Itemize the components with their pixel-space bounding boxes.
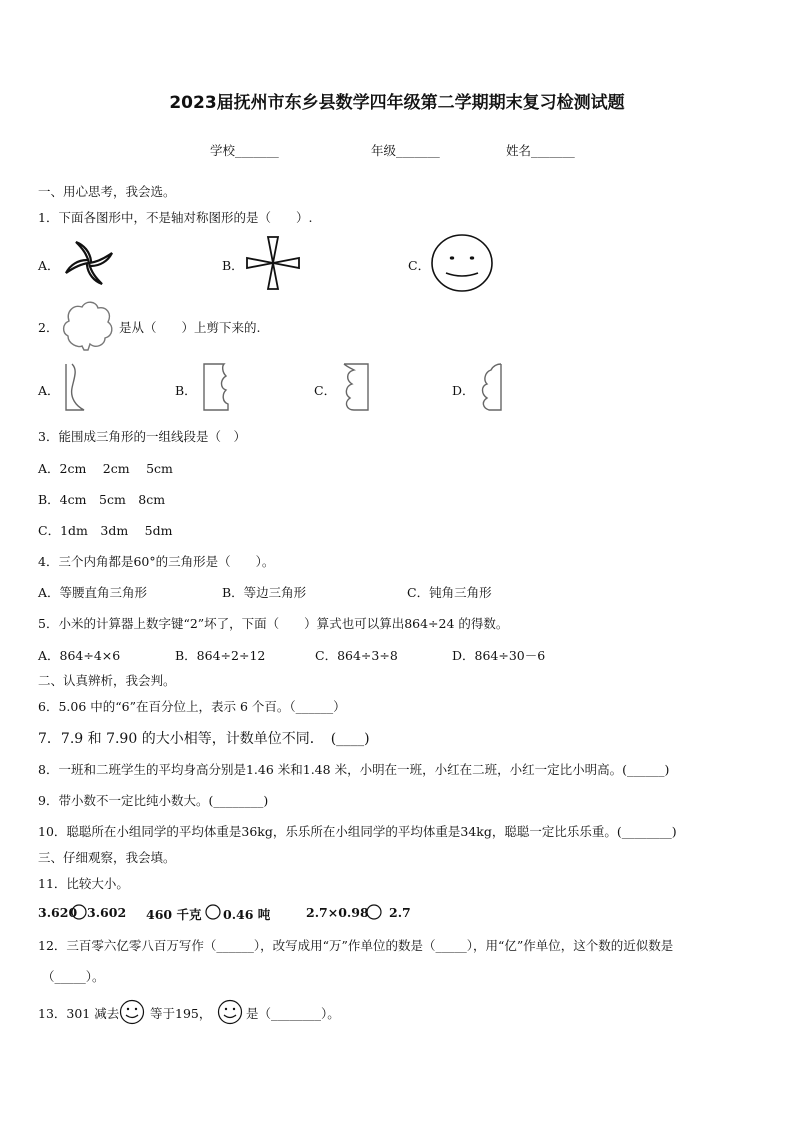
- paper-fold-b-figure: [202, 362, 232, 414]
- q11-pair-3-left: 2.7×0.98: [306, 905, 369, 920]
- pinwheel-figure: [60, 236, 118, 290]
- section-2-heading: 二、认真辨析，我会判。: [38, 673, 176, 688]
- q2-option-d-label: D．: [452, 383, 475, 398]
- q4-option-a: A．等腰直角三角形: [38, 585, 148, 600]
- question-10: 10．聪聪所在小组同学的平均体重是36kg，乐乐所在小组同学的平均体重是34kg，聪聪一定比乐乐重。(________): [38, 824, 677, 839]
- smiley-placeholder-2: [216, 999, 244, 1025]
- q2-option-b-label: B．: [175, 383, 197, 398]
- question-3: 3．能围成三角形的一组线段是（ ）: [38, 429, 246, 444]
- q5-option-c: C．864÷3÷8: [315, 648, 398, 663]
- question-7: 7．7.9 和 7.90 的大小相等，计数单位不同． (____): [38, 731, 370, 747]
- q2-option-c-label: C．: [314, 383, 337, 398]
- q2-option-a-label: A．: [38, 383, 60, 398]
- q11-pair-2-left: 460 千克: [146, 907, 202, 922]
- q3-option-c: C．1dm 3dm 5dm: [38, 523, 173, 538]
- question-2-stem: 是从（ ）上剪下来的.: [119, 320, 261, 335]
- q1-option-b-label: B．: [222, 258, 244, 273]
- paper-fold-d-figure: [477, 362, 509, 414]
- question-12-line-2: （_____）。: [42, 969, 105, 984]
- q11-pair-1-right: 3.602: [87, 905, 127, 920]
- comparison-circle-3: [366, 904, 382, 920]
- section-3-heading: 三、仔细观察，我会填。: [38, 850, 176, 865]
- q4-option-b: B．等边三角形: [222, 585, 307, 600]
- section-1-heading: 一、用心思考，我会选。: [38, 184, 176, 199]
- paper-fold-a-figure: [64, 362, 92, 414]
- page-title: 2023届抚州市东乡县数学四年级第二学期期末复习检测试题: [169, 93, 625, 113]
- question-1: 1．下面各图形中，不是轴对称图形的是（ ）.: [38, 210, 313, 225]
- q5-option-b: B．864÷2÷12: [175, 648, 266, 663]
- q11-pair-3-right: 2.7: [389, 905, 411, 920]
- q5-option-d: D．864÷30－6: [452, 648, 546, 663]
- question-12-line-1: 12．三百零六亿零八百万写作（______），改写成用“万”作单位的数是（_____），用“亿”作单位，这个数的近似数是: [38, 938, 674, 953]
- q1-option-a-label: A．: [38, 258, 60, 273]
- name-field: 姓名_______: [506, 143, 575, 158]
- question-13-part-2: 等于195，: [150, 1006, 212, 1021]
- question-13-part-1: 13．301 减去: [38, 1006, 120, 1021]
- question-6: 6．5.06 中的“6”在百分位上，表示 6 个百。（______）: [38, 699, 346, 714]
- question-13-part-3: 是（________）。: [246, 1006, 340, 1021]
- q11-pair-2-right: 0.46 吨: [223, 907, 271, 922]
- question-2-number: 2．: [38, 320, 59, 335]
- comparison-circle-2: [205, 904, 221, 920]
- smiley-placeholder-1: [118, 999, 146, 1025]
- question-9: 9．带小数不一定比纯小数大。(________): [38, 793, 269, 808]
- question-4: 4．三个内角都是60°的三角形是（ ）。: [38, 554, 275, 569]
- cross-shape-figure: [245, 235, 301, 291]
- q11-pair-1-left: 3.620: [38, 905, 78, 920]
- grade-field: 年级_______: [371, 143, 440, 158]
- q3-option-b: B．4cm 5cm 8cm: [38, 492, 166, 507]
- cloud-shape-figure: [60, 298, 116, 352]
- smiley-face-figure: [430, 233, 496, 293]
- paper-fold-c-figure: [340, 362, 376, 414]
- comparison-circle-1: [71, 904, 87, 920]
- q3-option-a: A．2cm 2cm 5cm: [38, 461, 173, 476]
- question-8: 8．一班和二班学生的平均身高分别是1.46 米和1.48 米，小明在一班，小红在二班，小红一定比小明高。(______): [38, 762, 670, 777]
- school-field: 学校_______: [210, 143, 279, 158]
- question-11: 11．比较大小。: [38, 876, 129, 891]
- q1-option-c-label: C．: [408, 258, 431, 273]
- question-5: 5．小米的计算器上数字键“2”坏了，下面（ ）算式也可以算出864÷24 的得数。: [38, 616, 509, 631]
- q5-option-a: A．864÷4×6: [38, 648, 121, 663]
- q4-option-c: C．钝角三角形: [407, 585, 492, 600]
